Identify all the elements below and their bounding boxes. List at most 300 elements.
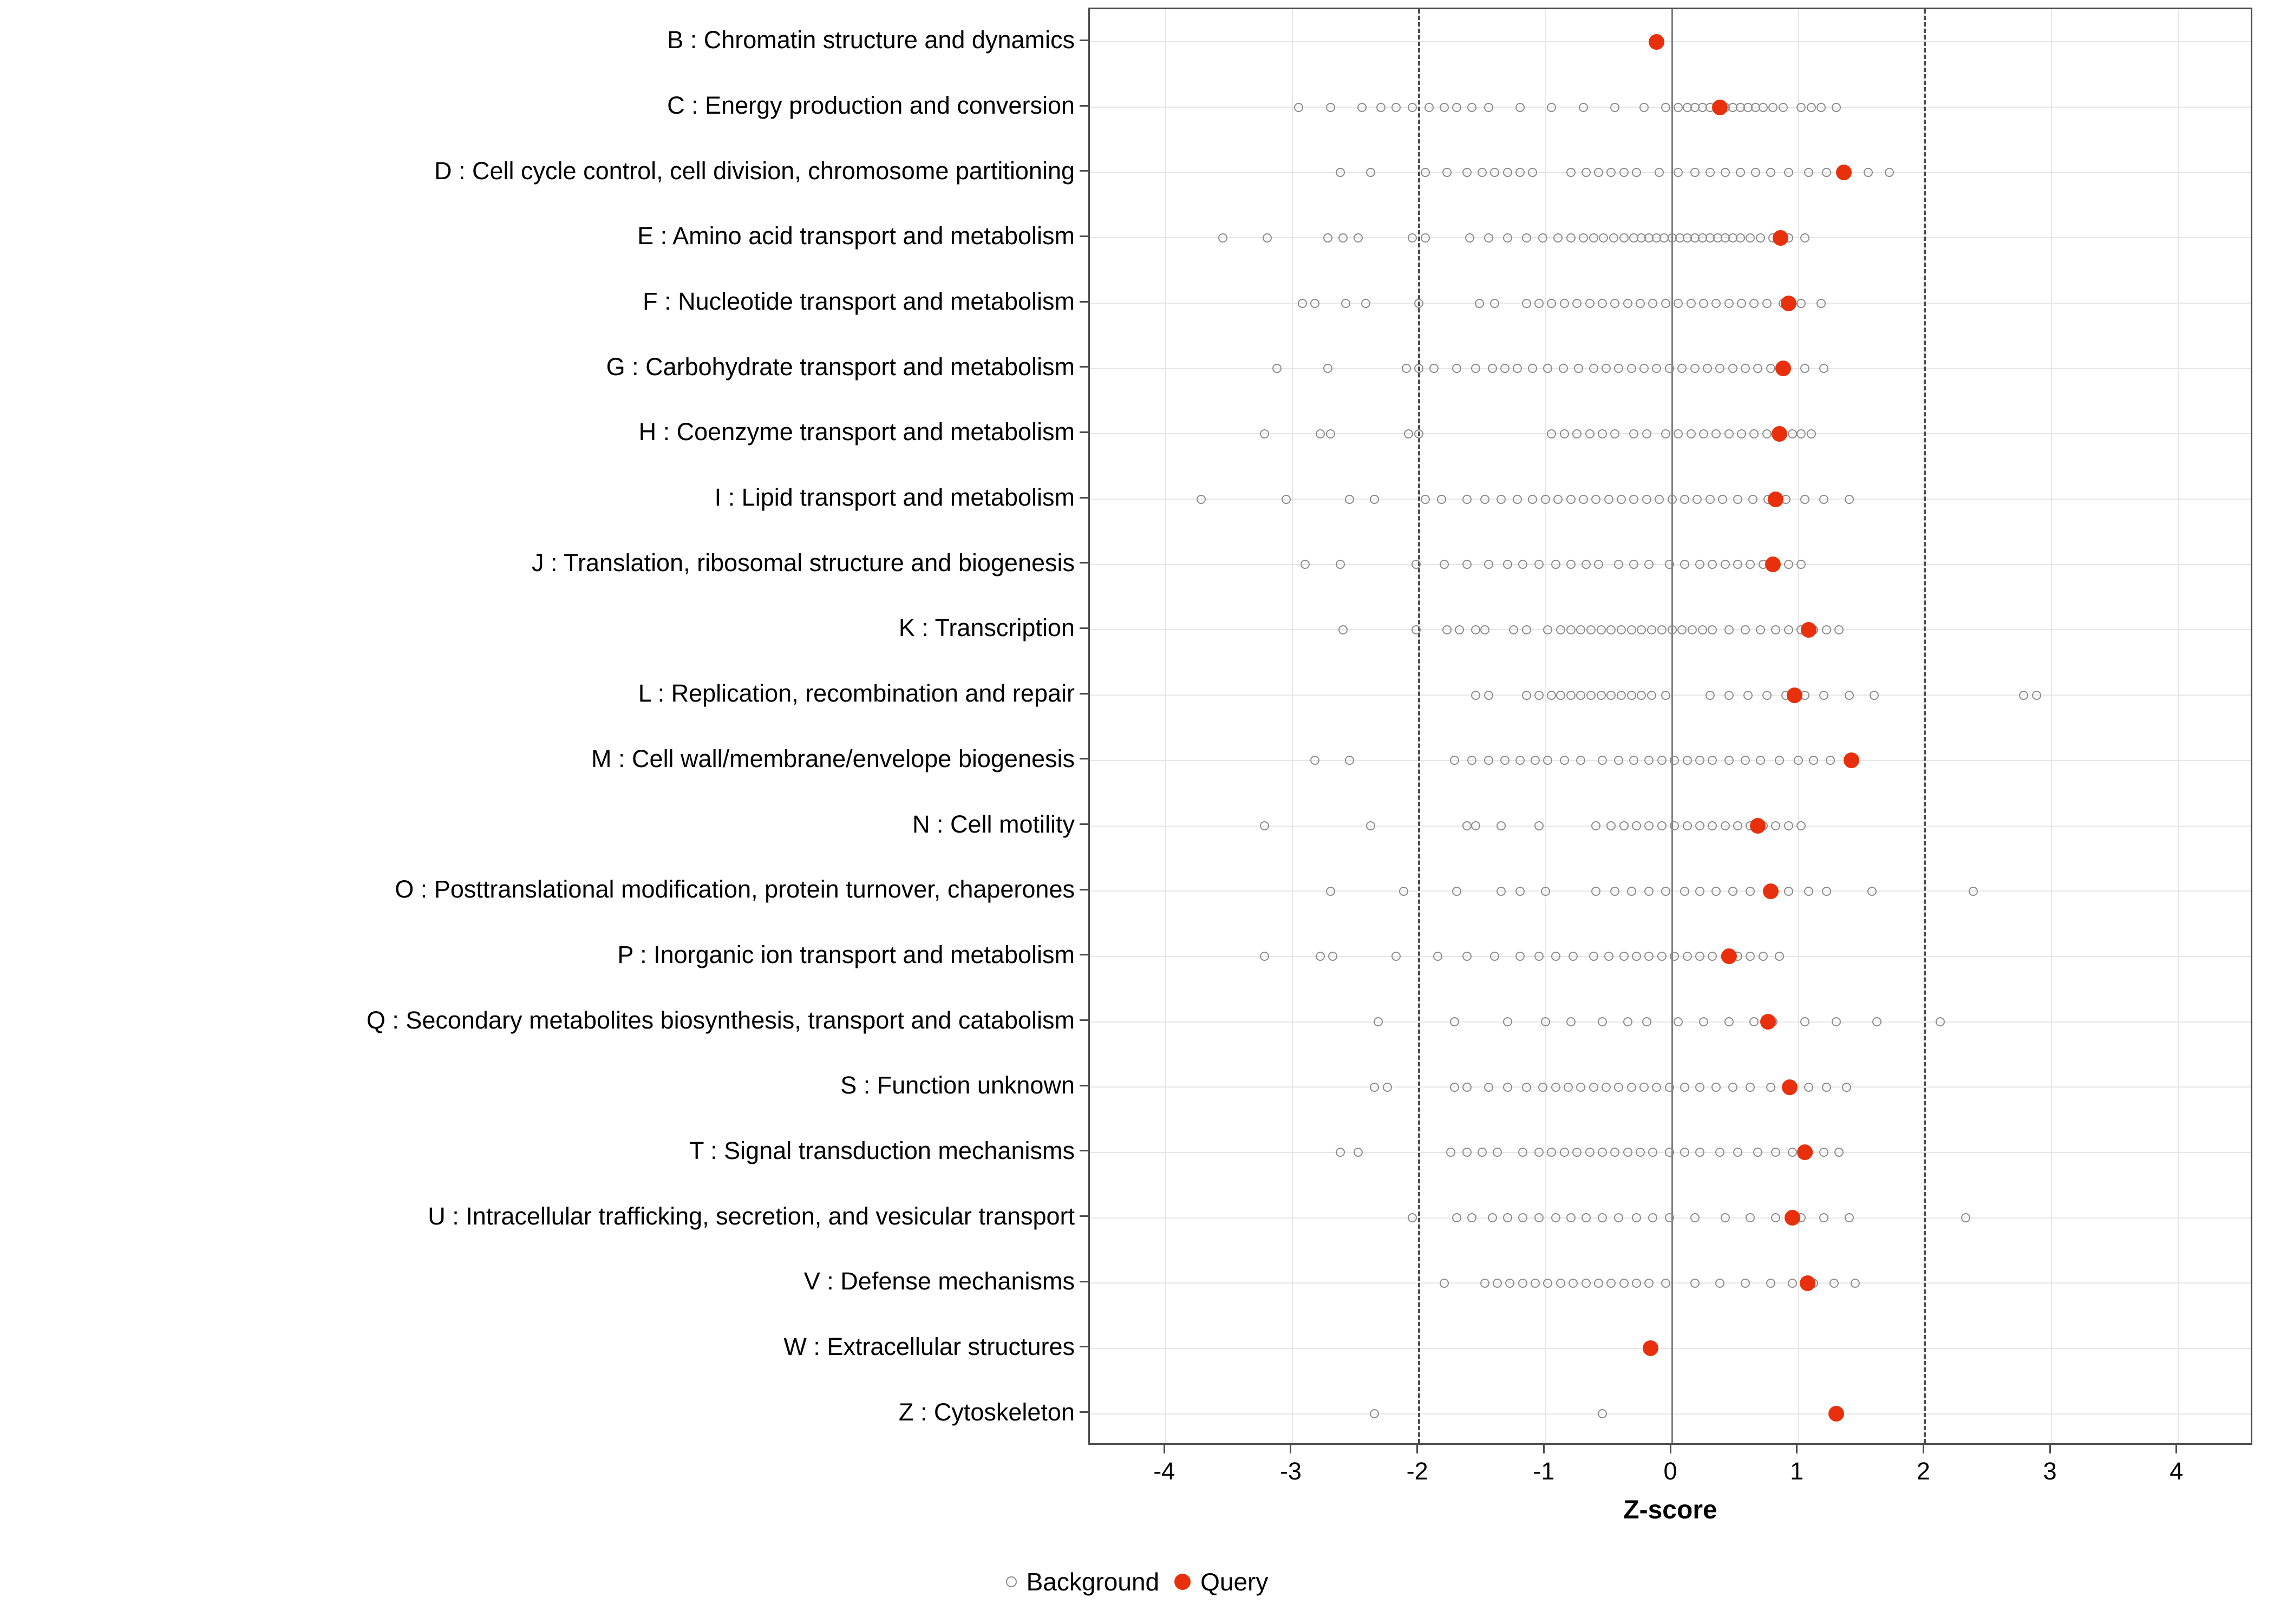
query-point xyxy=(1836,165,1852,180)
background-point xyxy=(1480,1279,1489,1288)
y-axis-tick xyxy=(1080,1411,1088,1413)
background-point xyxy=(1493,1279,1502,1288)
background-point xyxy=(1614,364,1623,373)
background-point xyxy=(1661,103,1670,112)
query-point xyxy=(1643,1340,1658,1356)
background-point xyxy=(1598,756,1607,765)
background-point xyxy=(1661,691,1670,700)
background-point xyxy=(1541,1017,1550,1026)
background-point xyxy=(1467,756,1476,765)
background-point xyxy=(1598,299,1607,308)
background-point xyxy=(1657,625,1667,634)
background-point xyxy=(1531,756,1540,765)
background-point xyxy=(1741,625,1750,634)
background-point xyxy=(1301,560,1310,569)
background-point xyxy=(1598,1409,1607,1418)
background-point xyxy=(1668,625,1677,634)
background-point xyxy=(1627,625,1636,634)
background-point xyxy=(1809,756,1818,765)
background-point xyxy=(1695,821,1704,830)
background-point xyxy=(1471,691,1480,700)
background-point xyxy=(1383,1083,1392,1092)
background-point xyxy=(1560,756,1569,765)
background-point xyxy=(1629,495,1638,504)
y-axis-category-label: S : Function unknown xyxy=(840,1071,1075,1099)
reference-line-zero xyxy=(1671,9,1673,1443)
background-point xyxy=(1741,1279,1750,1288)
background-point xyxy=(1629,756,1638,765)
background-point xyxy=(1602,1083,1611,1092)
background-point xyxy=(1708,625,1717,634)
background-point xyxy=(1484,691,1493,700)
background-point xyxy=(1661,887,1670,896)
background-point xyxy=(1597,691,1606,700)
background-point xyxy=(1819,1148,1828,1157)
background-point xyxy=(1822,625,1831,634)
background-point xyxy=(1437,495,1446,504)
background-point xyxy=(1515,103,1525,112)
background-point xyxy=(1402,364,1411,373)
background-point xyxy=(1695,887,1704,896)
background-point xyxy=(1733,495,1742,504)
background-point xyxy=(1627,887,1636,896)
background-point xyxy=(1572,1148,1582,1157)
background-point xyxy=(1586,625,1596,634)
background-point xyxy=(1606,821,1616,830)
background-point xyxy=(1746,887,1755,896)
background-point xyxy=(1632,1213,1641,1222)
background-point xyxy=(1354,1148,1363,1157)
x-axis-tick xyxy=(1923,1445,1924,1453)
background-point xyxy=(1680,560,1689,569)
y-axis-tick xyxy=(1080,497,1088,499)
background-point xyxy=(1218,233,1227,243)
background-point xyxy=(1644,560,1654,569)
background-point xyxy=(1480,625,1489,634)
background-point xyxy=(1708,952,1717,961)
x-axis-tick-label: 3 xyxy=(2043,1457,2057,1485)
background-point xyxy=(1323,233,1332,243)
background-point xyxy=(1690,364,1700,373)
legend-entry-background xyxy=(1006,1567,1160,1596)
y-axis-category-label: Q : Secondary metabolites biosynthesis, transport and catabolism xyxy=(366,1006,1075,1034)
background-point xyxy=(1819,1213,1828,1222)
background-point xyxy=(1452,1213,1461,1222)
x-axis-tick xyxy=(1416,1445,1418,1453)
y-gridline xyxy=(1090,1348,2251,1349)
y-gridline xyxy=(1090,1413,2251,1415)
background-point xyxy=(1566,560,1576,569)
y-axis-tick xyxy=(1080,627,1088,629)
y-gridline xyxy=(1090,107,2251,108)
background-point xyxy=(1566,1017,1576,1026)
background-point xyxy=(1528,168,1537,177)
y-axis-tick xyxy=(1080,1281,1088,1282)
background-point xyxy=(1569,952,1578,961)
background-point xyxy=(1851,1279,1860,1288)
background-point xyxy=(1452,364,1461,373)
x-gridline xyxy=(1165,9,1166,1443)
background-point xyxy=(1807,103,1816,112)
background-point xyxy=(1606,691,1616,700)
background-point xyxy=(1680,1083,1689,1092)
x-axis-tick-label: 0 xyxy=(1663,1457,1677,1485)
background-point xyxy=(1794,756,1803,765)
background-point xyxy=(1644,887,1654,896)
y-axis-category-label: D : Cell cycle control, cell division, chromosome partitioning xyxy=(434,156,1075,185)
background-point xyxy=(1746,233,1755,243)
y-axis-tick xyxy=(1080,301,1088,303)
background-point xyxy=(1534,821,1544,830)
background-point xyxy=(1766,1279,1775,1288)
query-point xyxy=(1782,1079,1798,1095)
y-gridline xyxy=(1090,1021,2251,1023)
query-point xyxy=(1768,492,1783,507)
background-point xyxy=(1522,625,1531,634)
background-point xyxy=(1617,625,1626,634)
background-point xyxy=(1541,495,1550,504)
background-point xyxy=(1779,103,1788,112)
background-point xyxy=(1547,299,1556,308)
background-point xyxy=(1683,952,1692,961)
background-point xyxy=(1683,821,1692,830)
background-point xyxy=(2019,691,2028,700)
y-axis-tick xyxy=(1080,170,1088,172)
background-point xyxy=(1708,560,1717,569)
background-point xyxy=(1591,495,1600,504)
background-point xyxy=(1800,495,1809,504)
background-point xyxy=(1699,429,1708,438)
background-point xyxy=(1370,495,1379,504)
y-axis-category-label: B : Chromatin structure and dynamics xyxy=(667,26,1075,54)
background-point xyxy=(1610,103,1619,112)
x-axis-tick xyxy=(1290,1445,1291,1453)
background-point xyxy=(1589,233,1598,243)
background-point xyxy=(1614,1083,1623,1092)
background-point xyxy=(1452,887,1461,896)
background-point xyxy=(1370,1409,1379,1418)
background-point xyxy=(1632,1279,1641,1288)
query-point xyxy=(1828,1406,1844,1422)
background-point xyxy=(1572,429,1582,438)
background-point xyxy=(1683,756,1692,765)
query-point xyxy=(1721,948,1737,964)
background-point xyxy=(1724,756,1734,765)
background-point xyxy=(1619,952,1629,961)
background-point xyxy=(1708,756,1717,765)
background-point xyxy=(1762,299,1772,308)
y-axis-tick xyxy=(1080,562,1088,564)
background-point xyxy=(1594,168,1603,177)
x-axis-tick-label: 1 xyxy=(1790,1457,1804,1485)
background-point xyxy=(1598,1148,1607,1157)
y-axis-category-label: Z : Cytoskeleton xyxy=(898,1398,1075,1426)
background-point xyxy=(1736,233,1745,243)
background-point xyxy=(1711,887,1721,896)
background-point xyxy=(1455,625,1464,634)
background-point xyxy=(1503,233,1512,243)
background-point xyxy=(1538,233,1547,243)
plot-panel xyxy=(1088,8,2252,1445)
background-point xyxy=(1414,364,1423,373)
background-point xyxy=(1263,233,1272,243)
y-axis-category-label: W : Extracellular structures xyxy=(783,1332,1075,1360)
background-point xyxy=(1822,887,1831,896)
query-point xyxy=(1800,1275,1815,1291)
background-point xyxy=(1591,887,1600,896)
background-point xyxy=(1462,1083,1472,1092)
background-point xyxy=(1715,1279,1724,1288)
background-point xyxy=(1574,364,1583,373)
background-point xyxy=(1695,756,1704,765)
background-point xyxy=(1796,560,1806,569)
background-point xyxy=(1597,625,1606,634)
background-point xyxy=(1326,103,1335,112)
background-point xyxy=(1657,952,1667,961)
background-point xyxy=(1414,299,1423,308)
background-point xyxy=(1784,625,1793,634)
background-point xyxy=(1467,103,1476,112)
background-point xyxy=(1564,1083,1573,1092)
background-point xyxy=(1771,1213,1780,1222)
background-point xyxy=(1756,756,1765,765)
background-point xyxy=(1687,429,1696,438)
background-point xyxy=(1503,1017,1512,1026)
background-point xyxy=(1446,1148,1455,1157)
background-point xyxy=(1484,560,1493,569)
y-axis-tick xyxy=(1080,366,1088,368)
background-point xyxy=(1617,495,1626,504)
background-point xyxy=(1462,560,1472,569)
background-point xyxy=(1699,1017,1708,1026)
legend-label-query: Query xyxy=(1200,1568,1269,1596)
background-point xyxy=(1687,299,1696,308)
background-point xyxy=(1870,691,1879,700)
background-point xyxy=(1582,560,1591,569)
background-point xyxy=(1674,1017,1683,1026)
background-point xyxy=(1404,429,1413,438)
background-point xyxy=(1826,756,1835,765)
background-point xyxy=(1655,168,1664,177)
background-point xyxy=(1762,429,1772,438)
background-point xyxy=(1260,952,1269,961)
background-point xyxy=(1515,887,1525,896)
background-point xyxy=(1619,233,1629,243)
background-point xyxy=(1531,1279,1540,1288)
x-axis-tick xyxy=(1670,1445,1671,1453)
y-axis-tick xyxy=(1080,1085,1088,1086)
background-point xyxy=(1627,691,1636,700)
background-point xyxy=(1715,364,1724,373)
background-point xyxy=(1345,495,1354,504)
background-point xyxy=(1421,233,1430,243)
background-point xyxy=(1589,1083,1598,1092)
background-point xyxy=(1788,429,1797,438)
query-point xyxy=(1772,426,1787,442)
background-point xyxy=(1756,625,1765,634)
background-point xyxy=(1670,756,1679,765)
background-point xyxy=(1599,233,1608,243)
query-point xyxy=(1649,34,1664,50)
background-point xyxy=(1629,560,1638,569)
background-point xyxy=(1768,103,1778,112)
query-point xyxy=(1775,361,1791,376)
background-point xyxy=(1560,1148,1569,1157)
background-point xyxy=(1619,821,1629,830)
background-point xyxy=(1759,103,1768,112)
background-point xyxy=(1775,952,1784,961)
background-point xyxy=(1724,625,1734,634)
background-point xyxy=(1637,691,1646,700)
background-point xyxy=(1442,625,1452,634)
background-point xyxy=(1647,691,1656,700)
background-point xyxy=(1490,299,1499,308)
background-point xyxy=(1566,168,1576,177)
background-point xyxy=(1677,364,1687,373)
background-point xyxy=(1746,1213,1755,1222)
background-point xyxy=(1326,429,1335,438)
query-point xyxy=(1787,687,1802,703)
background-point xyxy=(1541,887,1550,896)
background-point xyxy=(1471,821,1480,830)
background-point xyxy=(1576,625,1585,634)
background-point xyxy=(1741,364,1750,373)
background-point xyxy=(1668,495,1677,504)
background-point xyxy=(1647,625,1656,634)
background-point xyxy=(1391,952,1401,961)
background-point xyxy=(1749,429,1759,438)
background-point xyxy=(1819,364,1828,373)
background-point xyxy=(1518,1213,1527,1222)
background-point xyxy=(1766,168,1775,177)
background-point xyxy=(1551,1083,1560,1092)
background-point xyxy=(1467,1213,1476,1222)
query-point xyxy=(1781,296,1796,311)
background-point xyxy=(1655,495,1664,504)
y-axis-tick xyxy=(1080,1150,1088,1151)
background-point xyxy=(1610,299,1619,308)
background-point xyxy=(1424,103,1434,112)
background-point xyxy=(1493,1148,1502,1157)
background-point xyxy=(1534,952,1544,961)
background-point xyxy=(1543,625,1552,634)
x-axis-title: Z-score xyxy=(1623,1496,1717,1524)
background-point xyxy=(1741,756,1750,765)
background-point xyxy=(1721,1213,1730,1222)
background-point xyxy=(1822,168,1831,177)
background-point xyxy=(1399,887,1408,896)
x-axis-tick-label: -3 xyxy=(1279,1457,1302,1485)
background-point xyxy=(1513,364,1522,373)
y-axis-tick xyxy=(1080,693,1088,695)
background-point xyxy=(1796,103,1806,112)
background-point xyxy=(1614,756,1623,765)
background-point xyxy=(1834,1148,1844,1157)
background-point xyxy=(1585,1148,1595,1157)
background-point xyxy=(1872,1017,1881,1026)
background-point xyxy=(1338,233,1348,243)
background-point xyxy=(1528,495,1537,504)
y-axis-category-label: I : Lipid transport and metabolism xyxy=(714,483,1075,512)
background-point xyxy=(1652,364,1661,373)
background-point xyxy=(1328,952,1337,961)
background-point xyxy=(1718,495,1727,504)
y-gridline xyxy=(1090,41,2251,42)
y-axis-category-label: E : Amino acid transport and metabolism xyxy=(637,222,1075,250)
background-point xyxy=(1721,821,1730,830)
background-point xyxy=(1724,429,1734,438)
x-axis-tick xyxy=(1543,1445,1545,1453)
y-axis-category-label: V : Defense mechanisms xyxy=(803,1267,1075,1295)
background-point xyxy=(1661,1279,1670,1288)
background-point xyxy=(1690,1213,1700,1222)
background-point xyxy=(1551,952,1560,961)
background-point xyxy=(1639,1083,1649,1092)
background-point xyxy=(1636,299,1645,308)
background-point xyxy=(1657,756,1667,765)
background-point xyxy=(1484,756,1493,765)
background-point xyxy=(1677,625,1687,634)
background-point xyxy=(1579,495,1588,504)
background-point xyxy=(1829,1279,1839,1288)
background-point xyxy=(1657,821,1667,830)
background-point xyxy=(1771,821,1780,830)
background-point xyxy=(1497,495,1506,504)
background-point xyxy=(1644,952,1654,961)
background-point xyxy=(1582,1279,1591,1288)
background-point xyxy=(1885,168,1894,177)
legend-entry-query xyxy=(1174,1567,1268,1596)
background-point xyxy=(1366,168,1375,177)
background-point xyxy=(1619,1279,1629,1288)
background-point xyxy=(1543,756,1552,765)
query-point xyxy=(1763,883,1779,899)
y-axis-tick xyxy=(1080,1346,1088,1347)
reference-line-threshold xyxy=(1924,9,1926,1443)
y-axis-tick xyxy=(1080,758,1088,759)
background-point xyxy=(1733,560,1742,569)
background-point xyxy=(1632,952,1641,961)
background-point xyxy=(1771,1148,1780,1157)
background-point xyxy=(1414,429,1423,438)
background-point xyxy=(1665,1213,1674,1222)
background-point xyxy=(1598,1213,1607,1222)
background-point xyxy=(1478,168,1487,177)
background-point xyxy=(1518,560,1527,569)
background-point xyxy=(1500,364,1510,373)
background-point xyxy=(1703,364,1712,373)
background-point xyxy=(1762,691,1772,700)
background-point xyxy=(1724,299,1734,308)
y-axis-category-label: K : Transcription xyxy=(898,614,1075,642)
y-axis-tick xyxy=(1080,235,1088,237)
background-point xyxy=(1534,1148,1544,1157)
background-point xyxy=(1819,495,1828,504)
background-point xyxy=(1766,1083,1775,1092)
background-point xyxy=(1670,952,1679,961)
background-point xyxy=(1272,364,1282,373)
background-point xyxy=(1471,364,1480,373)
background-point xyxy=(1518,1279,1527,1288)
background-point xyxy=(1632,168,1641,177)
background-point xyxy=(1708,821,1717,830)
background-point xyxy=(1336,168,1345,177)
background-point xyxy=(1711,1083,1721,1092)
background-point xyxy=(1357,103,1367,112)
background-point xyxy=(1336,560,1345,569)
background-point xyxy=(1936,1017,1945,1026)
x-gridline xyxy=(1292,9,1293,1443)
